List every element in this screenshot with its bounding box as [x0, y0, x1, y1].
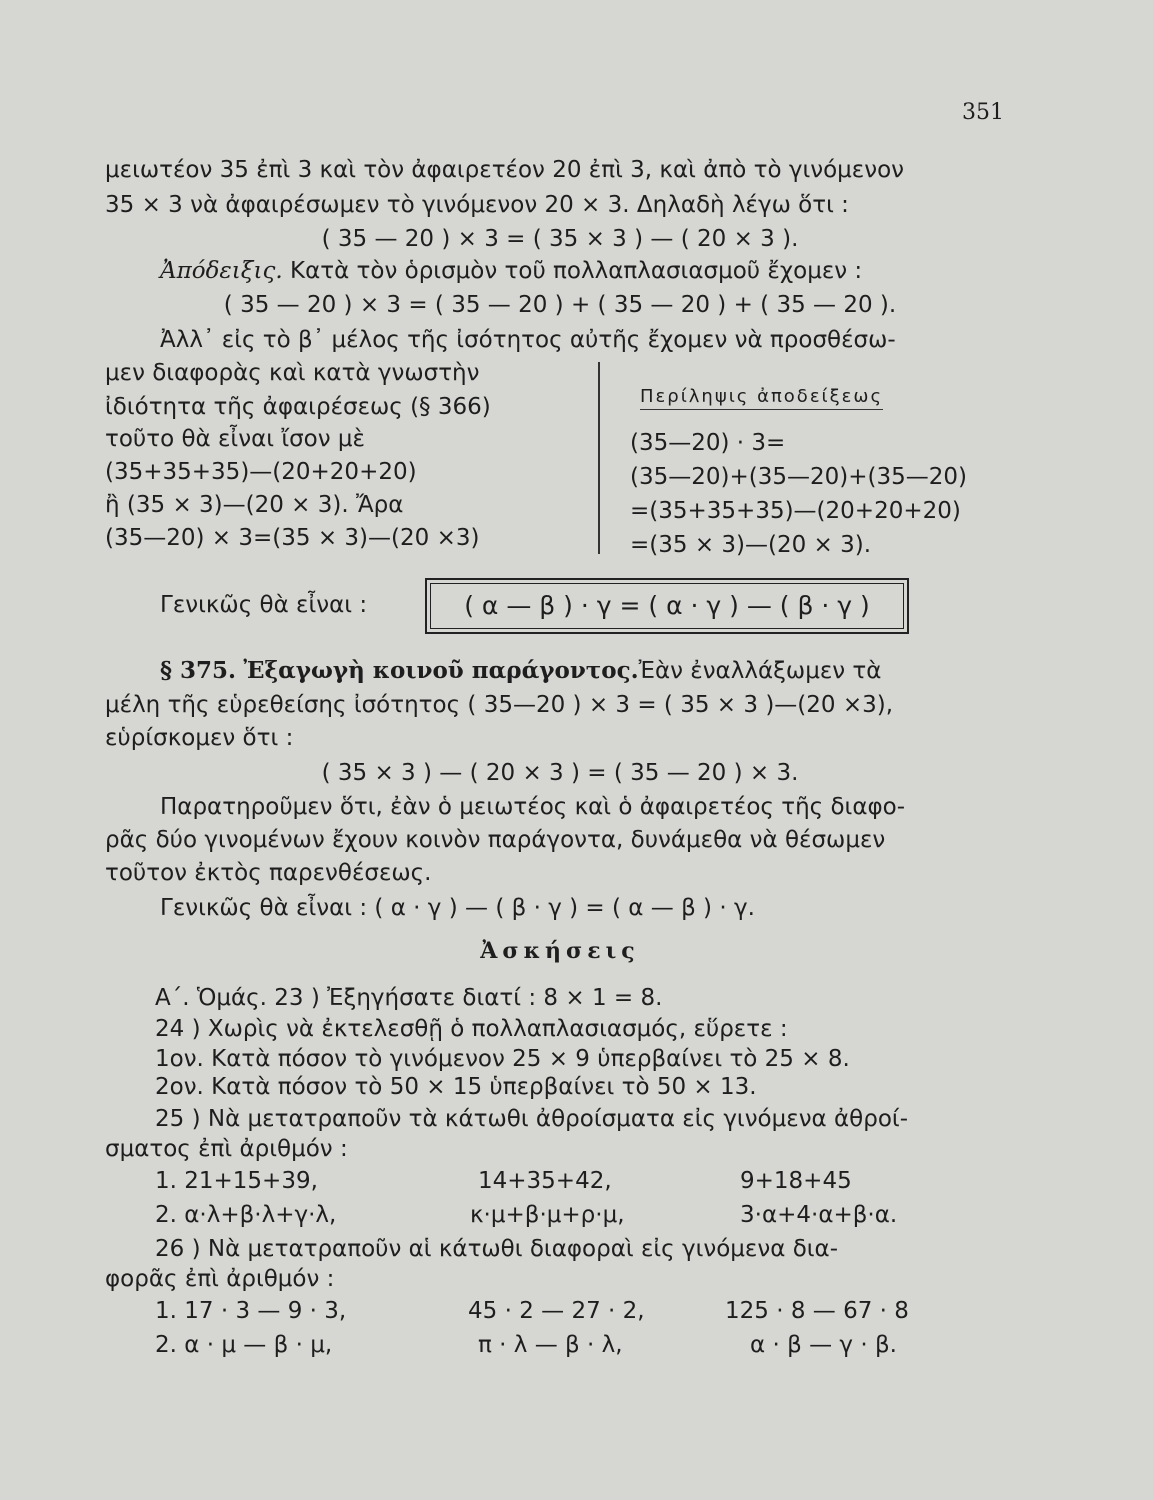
text-line: Παρατηροῦμεν ὅτι, ἐὰν ὁ μειωτέος καὶ ὁ ἀφαιρετέος τῆς διαφο- — [160, 794, 906, 820]
left-col-line: ἰδιότητα τῆς ἀφαιρέσεως (§ 366) — [105, 394, 491, 420]
column-divider — [598, 362, 600, 554]
right-col-line: =(35+35+35)—(20+20+20) — [630, 498, 961, 524]
right-col-line: (35—20)+(35—20)+(35—20) — [630, 464, 967, 490]
text-line: ρᾶς δύο γινομένων ἔχουν κοινὸν παράγοντα, δυνάμεθα νὰ θέσωμεν — [105, 827, 886, 853]
left-col-line: (35—20) × 3=(35 × 3)—(20 ×3) — [105, 525, 480, 551]
general-label: Γενικῶς θὰ εἶναι : — [160, 592, 368, 618]
left-col-line: ἢ (35 × 3)—(20 × 3). Ἄρα — [105, 492, 404, 518]
equation: ( 35 — 20 ) × 3 = ( 35 × 3 ) — ( 20 × 3 ). — [321, 226, 799, 252]
exercise-line: 25 ) Νὰ μετατραποῦν τὰ κάτωθι ἀθροίσματα εἰς γινόμενα ἀθροί- — [155, 1106, 909, 1132]
text-line: Ἀλλ᾽ εἰς τὸ β᾽ μέλος τῆς ἰσότητος αὐτῆς ἔχομεν νὰ προσθέσω- — [160, 327, 896, 353]
left-col-line: (35+35+35)—(20+20+20) — [105, 459, 417, 485]
section-number: § 375. — [160, 657, 237, 684]
exercise-line: 26 ) Νὰ μετατραποῦν αἱ κάτωθι διαφοραὶ εἰς γινόμενα δια- — [155, 1236, 839, 1262]
left-col-line: τοῦτο θὰ εἶναι ἴσον μὲ — [105, 426, 365, 452]
section-title: Ἐξαγωγὴ κοινοῦ παράγοντος. — [243, 657, 639, 684]
proof-line — [160, 256, 1070, 286]
exercise-line: σματος ἐπὶ ἀριθμόν : — [105, 1136, 348, 1162]
equation: ( 35 × 3 ) — ( 20 × 3 ) = ( 35 — 20 ) × 3. — [321, 760, 799, 786]
ex25-item: 2. α·λ+β·λ+γ·λ, — [155, 1202, 337, 1228]
equation: Γενικῶς θὰ εἶναι : ( α · γ ) — ( β · γ ) = ( α — β ) · γ. — [160, 895, 755, 921]
text-line: μέλη τῆς εὑρεθείσης ἰσότητος ( 35—20 ) × 3 = ( 35 × 3 )—(20 ×3), — [105, 692, 894, 718]
exercises-title: Ἀσκήσεις — [480, 938, 640, 964]
right-col-line: (35—20) · 3= — [630, 430, 786, 456]
ex26-item: 2. α · μ — β · μ, — [155, 1332, 333, 1358]
ex25-item: 9+18+45 — [740, 1168, 852, 1194]
exercise-line: φορᾶς ἐπὶ ἀριθμόν : — [105, 1266, 335, 1292]
proof-text: Κατὰ τὸν ὁρισμὸν τοῦ πολλαπλασιασμοῦ ἔχομεν : — [289, 258, 863, 284]
ex25-item: 3·α+4·α+β·α. — [740, 1202, 898, 1228]
exercise-line: 24 ) Χωρὶς νὰ ἐκτελεσθῇ ὁ πολλαπλασιασμός, εὕρετε : — [155, 1016, 788, 1042]
text-line: εὑρίσκομεν ὅτι : — [105, 725, 294, 751]
ex26-item: π · λ — β · λ, — [478, 1332, 623, 1358]
section-text: Ἐὰν ἐναλλάξωμεν τὰ — [638, 658, 882, 684]
exercise-line: Α΄. Ὁμάς. 23 ) Ἐξηγήσατε διατί : 8 × 1 = 8. — [155, 985, 663, 1011]
exercise-line: 2ον. Κατὰ πόσον τὸ 50 × 15 ὑπερβαίνει τὸ 50 × 13. — [155, 1074, 757, 1100]
ex25-item: 14+35+42, — [478, 1168, 612, 1194]
left-col-line: μεν διαφορὰς καὶ κατὰ γνωστὴν — [105, 360, 480, 386]
ex26-item: 1. 17 · 3 — 9 · 3, — [155, 1298, 347, 1324]
ex25-item: κ·μ+β·μ+ρ·μ, — [470, 1202, 625, 1228]
ex25-item: 1. 21+15+39, — [155, 1168, 318, 1194]
ex26-item: 125 · 8 — 67 · 8 — [725, 1298, 909, 1324]
right-col-line: =(35 × 3)—(20 × 3). — [630, 532, 872, 558]
text-line: τοῦτον ἐκτὸς παρενθέσεως. — [105, 860, 432, 886]
proof-label: Ἀπόδειξις. — [160, 258, 283, 284]
section-heading — [160, 656, 1070, 686]
text-line: 35 × 3 νὰ ἀφαιρέσωμεν τὸ γινόμενον 20 × 3. Δηλαδὴ λέγω ὅτι : — [105, 192, 849, 218]
boxed-formula: ( α — β ) · γ = ( α · γ ) — ( β · γ ) — [425, 578, 909, 634]
exercise-line: 1ον. Κατὰ πόσον τὸ γινόμενον 25 × 9 ὑπερβαίνει τὸ 25 × 8. — [155, 1046, 850, 1072]
ex26-item: 45 · 2 — 27 · 2, — [468, 1298, 645, 1324]
equation: ( 35 — 20 ) × 3 = ( 35 — 20 ) + ( 35 — 20 ) + ( 35 — 20 ). — [223, 292, 897, 318]
proof-summary-heading: Περίληψις ἀποδείξεως — [640, 386, 883, 410]
ex26-item: α · β — γ · β. — [750, 1332, 897, 1358]
page-number: 351 — [962, 100, 1004, 125]
text-line: μειωτέον 35 ἐπὶ 3 καὶ τὸν ἀφαιρετέον 20 ἐπὶ 3, καὶ ἀπὸ τὸ γινόμενον — [105, 157, 905, 183]
